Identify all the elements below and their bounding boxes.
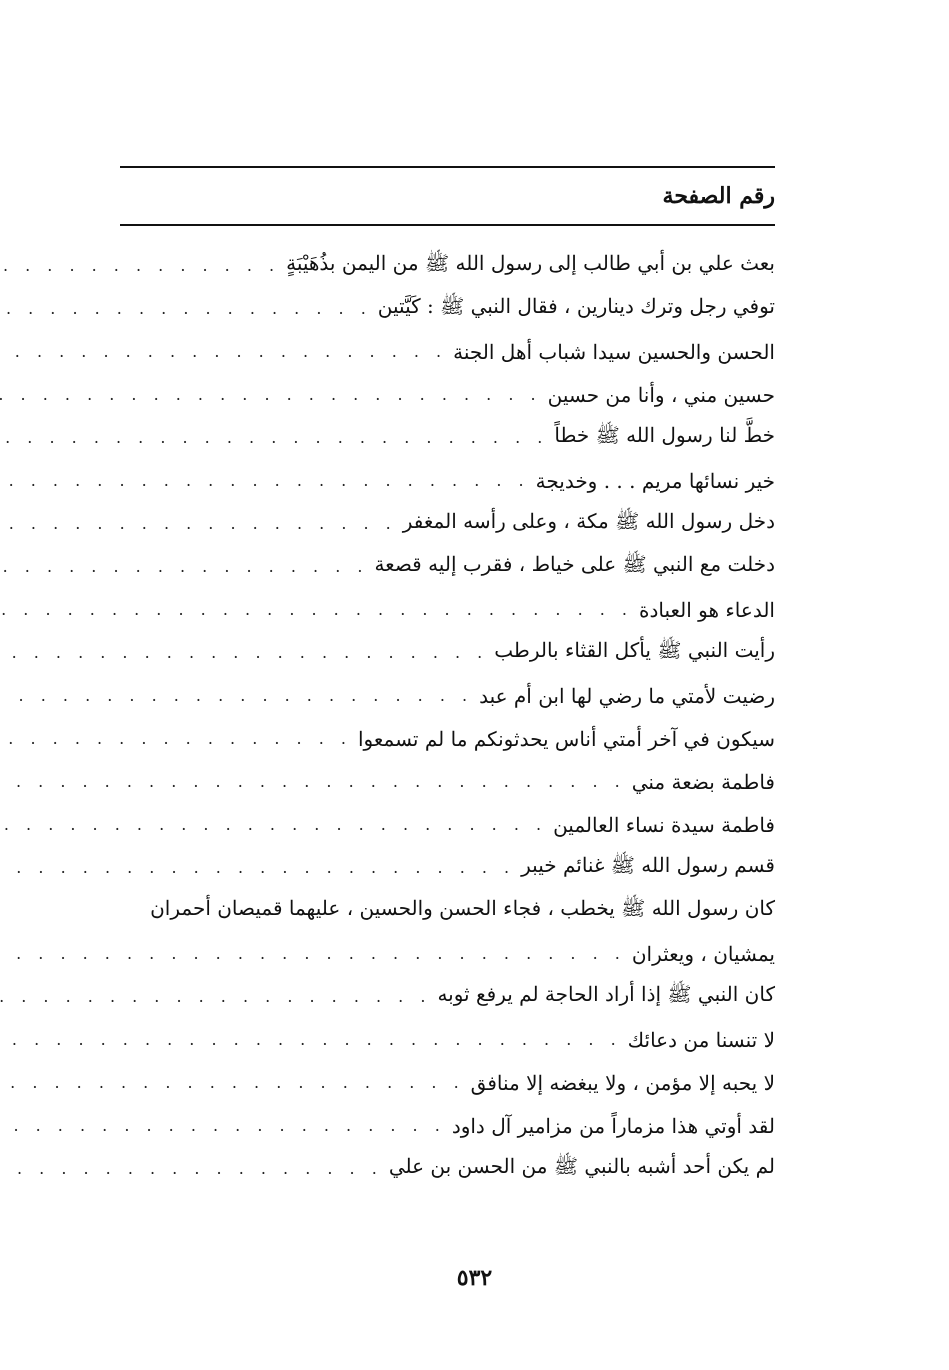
entry-text: كان رسول الله ﷺ يخطب ، فجاء الحسن والحسين ، عليهما قميصان أحمران (150, 896, 775, 920)
index-entry (120, 1147, 775, 1190)
dot-leader (0, 1030, 622, 1049)
index-entry (120, 760, 775, 803)
dot-leader (0, 557, 368, 576)
index-entry (120, 1061, 775, 1104)
entry-text: بعث علي بن أبي طالب إلى رسول الله ﷺ من اليمن بذُهَيْبَةٍ (286, 251, 775, 275)
header-rule (120, 224, 775, 226)
index-entry (120, 502, 775, 545)
entry-text: خير نسائها مريم . . . وخديجة (535, 468, 775, 493)
entry-text: فاطمة بضعة مني (631, 769, 775, 794)
entry-text: حسين مني ، وأنا من حسين (547, 382, 775, 407)
index-entry (120, 244, 775, 287)
entry-text: الحسن والحسين سيدا شباب أهل الجنة (453, 339, 775, 364)
page-number: ٥٣٢ (456, 1265, 493, 1291)
dot-leader (0, 342, 447, 361)
entry-text: كان النبي ﷺ إذا أراد الحاجة لم يرفع ثوبه (437, 982, 775, 1006)
entry-text: لا يحبه إلا مؤمن ، ولا يبغضه إلا منافق (470, 1070, 775, 1095)
dot-leader (0, 385, 542, 404)
column-header: رقم الصفحة (662, 183, 775, 209)
entry-text: توفي رجل وترك دينارين ، فقال النبي ﷺ : كَيَّتين (377, 294, 775, 318)
entry-text: قسم رسول الله ﷺ غنائم خيبر (521, 853, 775, 877)
entry-text: لم يكن أحد أشبه بالنبي ﷺ من الحسن بن علي (388, 1154, 775, 1178)
index-entry (120, 631, 775, 674)
entry-text: لا تنسنا من دعائك (627, 1027, 775, 1052)
index-entry (120, 889, 775, 932)
dot-leader (0, 514, 397, 533)
index-entry (120, 545, 775, 588)
dot-leader (0, 600, 633, 619)
dot-leader (0, 428, 548, 447)
dot-leader (0, 772, 626, 791)
entry-text: دخل رسول الله ﷺ مكة ، وعلى رأسه المغفر (402, 509, 775, 533)
dot-leader (0, 299, 372, 318)
index-entry (120, 1018, 775, 1061)
dot-leader (0, 1159, 383, 1178)
index-entry (120, 803, 775, 846)
index-entry (120, 717, 775, 760)
dot-leader (0, 858, 515, 877)
dot-leader (0, 686, 473, 705)
index-entry (120, 588, 775, 631)
entry-text: فاطمة سيدة نساء العالمين (553, 812, 775, 837)
entry-text: يمشيان ، ويعثران (631, 941, 775, 966)
index-entry (120, 330, 775, 373)
index-entry (120, 459, 775, 502)
index-entry (120, 975, 775, 1018)
dot-leader (0, 1073, 465, 1092)
entry-text: سيكون في آخر أمتي أناس يحدثونكم ما لم تسمعوا (357, 726, 775, 751)
dot-leader (0, 987, 431, 1006)
dot-leader (0, 944, 626, 963)
top-rule (120, 166, 775, 168)
index-entry (120, 287, 775, 330)
index-entry (120, 416, 775, 459)
dot-leader (0, 256, 280, 275)
dot-leader (0, 1116, 446, 1135)
entry-text: رأيت النبي ﷺ يأكل القثاء بالرطب (494, 638, 775, 662)
index-entry-list (120, 244, 775, 1190)
index-entry (120, 846, 775, 889)
dot-leader (0, 815, 547, 834)
dot-leader (0, 729, 352, 748)
index-entry (120, 373, 775, 416)
entry-text: الدعاء هو العبادة (639, 597, 775, 622)
entry-text: خطَّ لنا رسول الله ﷺ خطاً (554, 423, 775, 447)
entry-text: دخلت مع النبي ﷺ على خياط ، فقرب إليه قصعة (374, 552, 775, 576)
entry-text: لقد أوتي هذا مزماراً من مزامير آل داود (451, 1113, 775, 1138)
index-entry (120, 1104, 775, 1147)
dot-leader (0, 643, 488, 662)
index-entry (120, 674, 775, 717)
index-entry (120, 932, 775, 975)
dot-leader (0, 471, 530, 490)
entry-text: رضيت لأمتي ما رضي لها ابن أم عبد (479, 683, 775, 708)
